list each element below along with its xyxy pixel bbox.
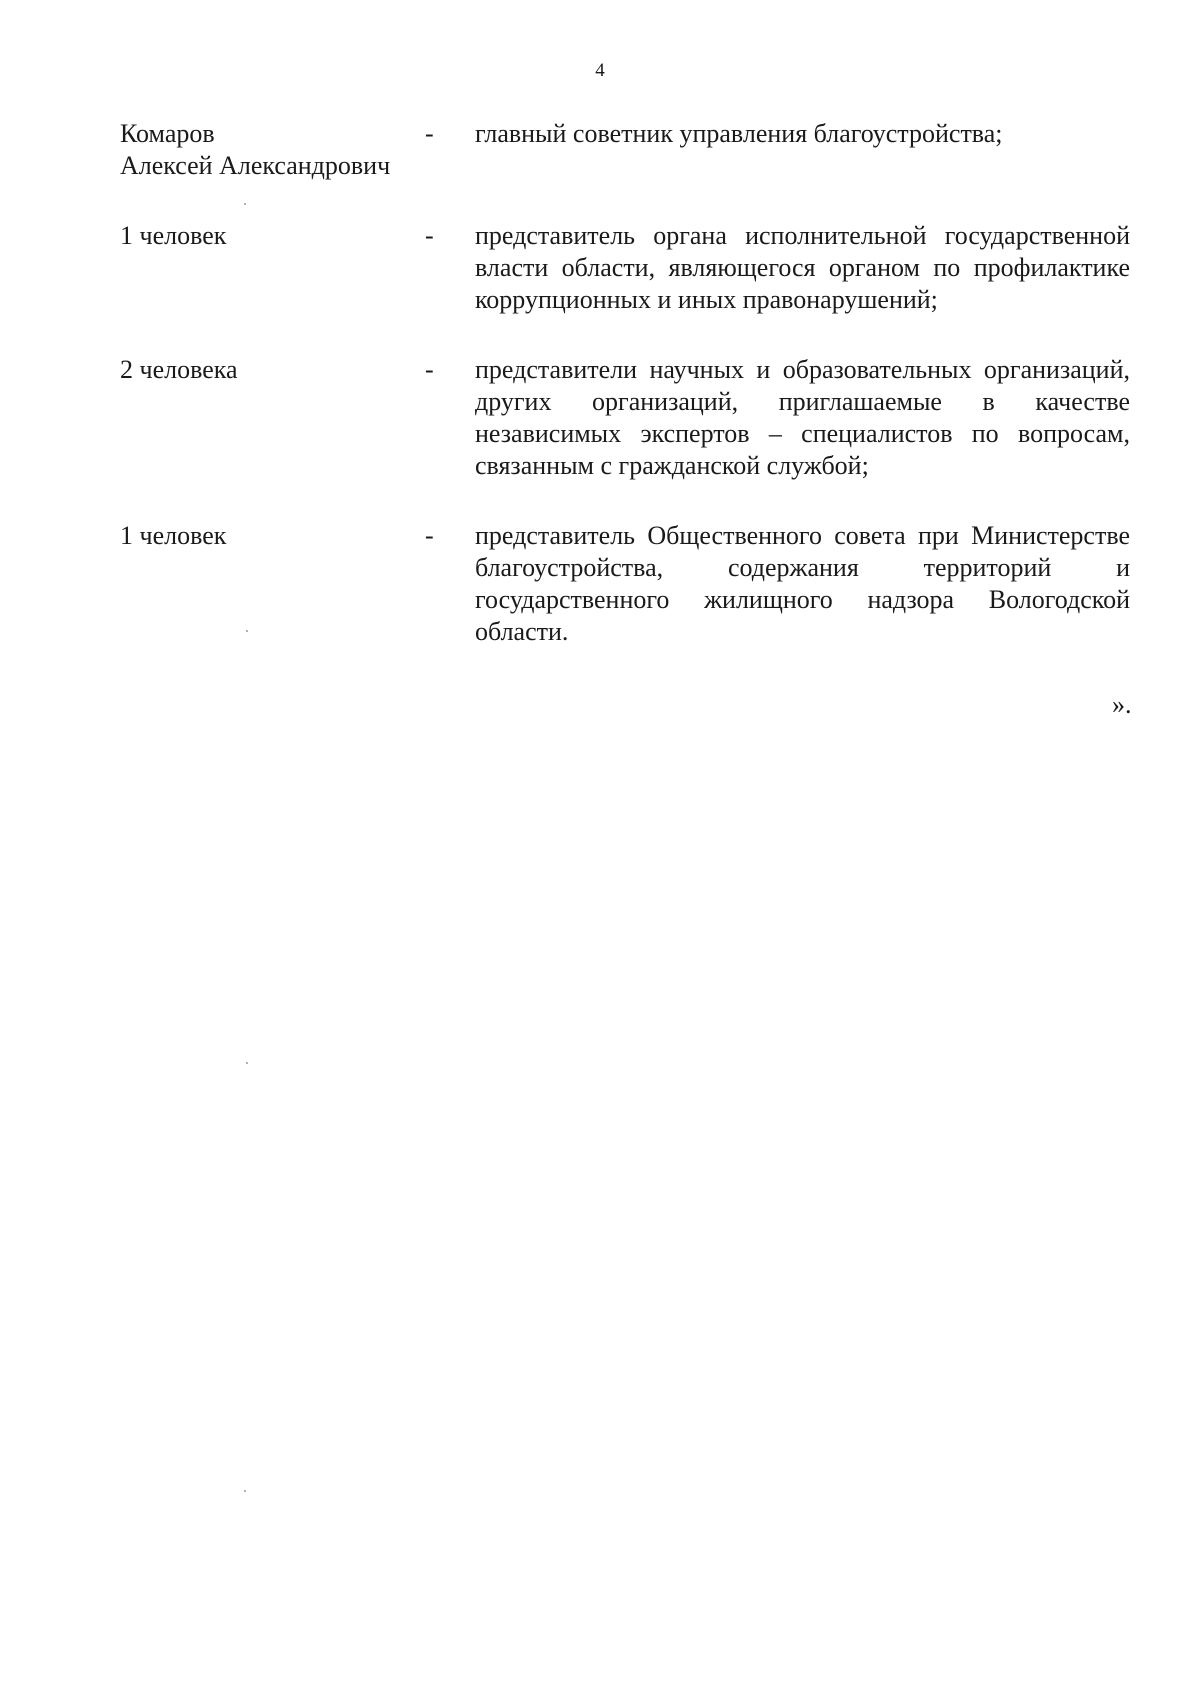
scan-speck <box>244 203 246 205</box>
list-item <box>120 354 1130 482</box>
member-name <box>120 354 425 482</box>
list-item <box>120 220 1130 316</box>
list-item <box>120 118 1130 182</box>
list-item <box>120 520 1130 648</box>
member-name <box>120 118 425 182</box>
member-role: представитель Общественного совета при Министерстве благоустройства, содержания территорий и государственного жилищного надзора Вологодской области. <box>475 521 1130 646</box>
member-role: представители научных и образовательных организаций, других организаций, приглашаемые в качестве независимых экспертов – специалистов по вопросам, связанным с гражданской службой; <box>475 355 1130 480</box>
name-line: 1 человек <box>120 521 227 550</box>
member-role: главный советник управления благоустройства; <box>475 119 1003 148</box>
name-line: Комаров <box>120 119 215 148</box>
member-list <box>120 118 1130 686</box>
member-role: представитель органа исполнительной государственной власти области, являющегося органом по профилактике коррупционных и иных правонарушений; <box>475 221 1130 314</box>
dash: - <box>425 119 434 148</box>
scan-speck <box>246 630 248 632</box>
closing-quote: ». <box>1112 690 1132 719</box>
dash: - <box>425 521 434 550</box>
name-line: 1 человек <box>120 221 227 250</box>
page-number: 4 <box>595 60 605 81</box>
dash: - <box>425 221 434 250</box>
dash: - <box>425 355 434 384</box>
scan-speck <box>246 1062 248 1064</box>
member-name <box>120 520 425 648</box>
name-line: Алексей Александрович <box>120 151 391 180</box>
member-name <box>120 220 425 316</box>
scan-speck <box>244 1490 246 1492</box>
name-line: 2 человека <box>120 355 238 384</box>
